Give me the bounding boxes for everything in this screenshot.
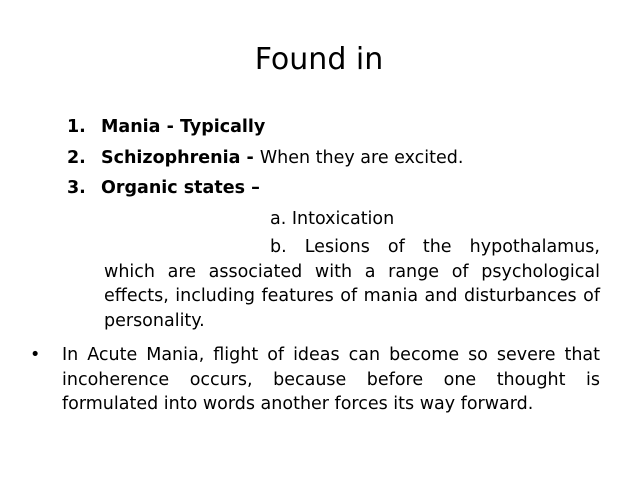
list-item-2 — [67, 145, 463, 171]
bullet-item — [30, 343, 600, 417]
list-number: 3. — [67, 178, 86, 198]
list-item-bold: Organic states – — [101, 178, 260, 198]
list-item-text: When they are excited. — [259, 148, 464, 168]
list-item-bold: Mania - Typically — [101, 117, 266, 137]
list-item-3 — [67, 175, 260, 201]
bullet-text: In Acute Mania, flight of ideas can become so severe that incoherence occurs, because before one thought is formulated into words another forces its way forward. — [62, 345, 600, 414]
list-number: 1. — [67, 117, 86, 137]
bullet-icon: • — [30, 345, 41, 365]
sub-item-a: a. Intoxication — [270, 209, 395, 229]
list-number: 2. — [67, 148, 86, 168]
slide-title: Found in — [254, 42, 384, 77]
sub-item-b: b. Lesions of the hypothalamus, which are associated with a range of psychological effects, including features of mania and disturbances of personality. — [104, 237, 600, 331]
list-item-1 — [67, 114, 265, 140]
list-item-bold: Schizophrenia - — [101, 148, 260, 168]
